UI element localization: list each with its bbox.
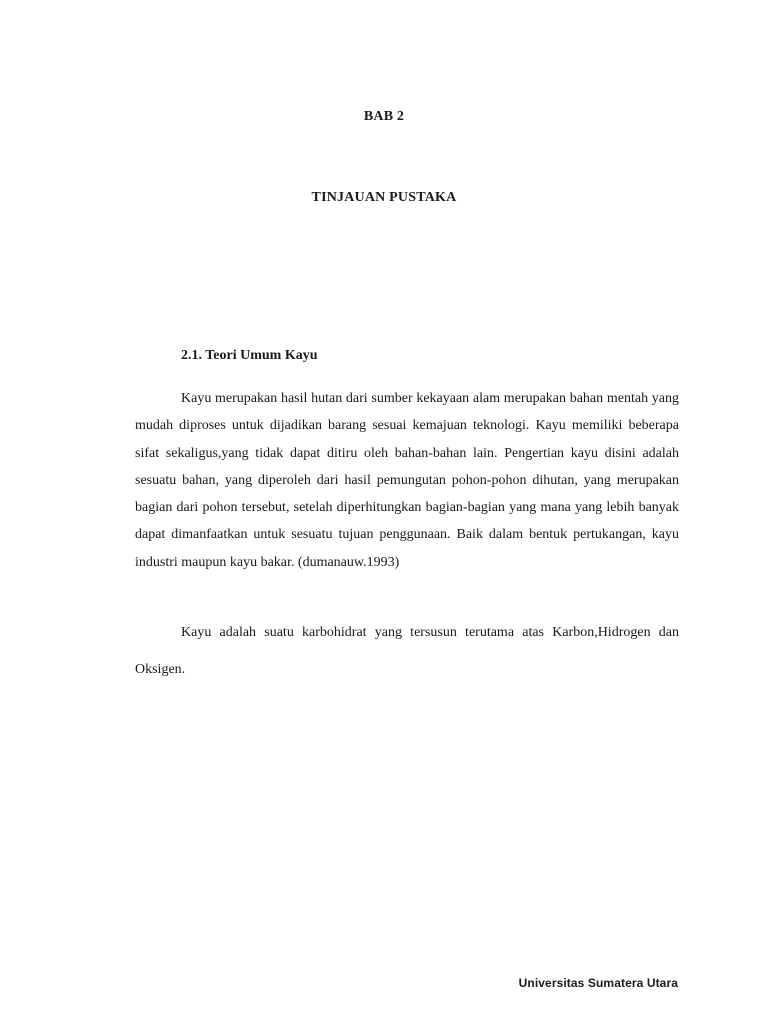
section-heading: 2.1. Teori Umum Kayu (181, 348, 318, 363)
body-paragraph: Kayu merupakan hasil hutan dari sumber kekayaan alam merupakan bahan mentah yang mudah diproses untuk dijadikan barang sesuai kemajuan teknologi. Kayu memiliki beberapa sifat sekaligus,yang tidak dapat ditiru oleh bahan-bahan lain. Pengertian kayu disini adalah sesuatu bahan, yang diperoleh dari hasil pemungutan pohon-pohon dihutan, yang merupakan bagian dari pohon tersebut, setelah diperhitungkan bagian-bagian yang mana yang lebih banyak dapat dimanfaatkan untuk sesuatu tujuan penggunaan. Baik dalam bentuk pertukangan, kayu industri maupun kayu bakar. (dumanauw.1993) (135, 391, 679, 570)
chapter-title: TINJAUAN PUSTAKA (311, 190, 457, 205)
footer-institution: Universitas Sumatera Utara (518, 976, 678, 990)
body-paragraph: Kayu adalah suatu karbohidrat yang tersusun terutama atas Karbon,Hidrogen dan Oksigen. (135, 625, 679, 677)
chapter-number: BAB 2 (363, 109, 405, 124)
